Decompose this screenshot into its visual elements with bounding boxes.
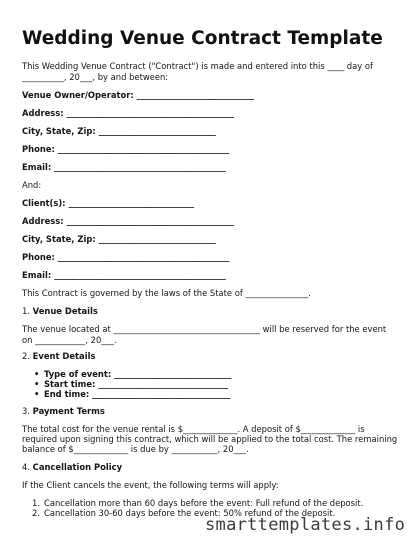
client-city-field: City, State, Zip: ____________________________ [22, 234, 216, 244]
section-4-number: 4. [22, 462, 30, 472]
bullet-icon: • [34, 369, 40, 379]
client-email-field: Email: _________________________________________ [22, 270, 226, 280]
cancellation-item-1-text: Cancellation more than 60 days before the event: Full refund of the deposit. [44, 498, 364, 508]
client-address-field: Address: ________________________________________ [22, 216, 235, 226]
section-1-line-2: on ____________, 20___. [22, 335, 117, 345]
end-time-item [34, 388, 231, 400]
bullet-icon: • [34, 379, 40, 389]
start-time-field: Start time: _______________________________ [44, 379, 229, 389]
end-time-field: End time: _________________________________ [44, 389, 231, 399]
section-3-heading [22, 405, 105, 417]
section-1-heading [22, 305, 98, 317]
section-1-title: Venue Details [32, 306, 98, 316]
section-2-heading [22, 350, 95, 362]
section-1-line-1: The venue located at ___________________________________ will be reserved for the event [22, 324, 387, 334]
section-3-line-1: The total cost for the venue rental is $_____________. A deposit of $_____________ is [22, 424, 365, 434]
client-field: Client(s): ______________________________ [22, 198, 195, 208]
list-number: 1. [32, 498, 40, 508]
owner-field: Venue Owner/Operator: ____________________________ [22, 90, 254, 100]
page-title: Wedding Venue Contract Template [22, 28, 383, 49]
section-3-title: Payment Terms [32, 406, 105, 416]
cancellation-item-2-text: Cancellation 30-60 days before the event: 50% refund of the deposit. [44, 508, 336, 518]
section-2-number: 2. [22, 351, 30, 361]
bullet-icon: • [34, 389, 40, 399]
governing-law-clause: This Contract is governed by the laws of the State of _______________. [22, 288, 311, 298]
section-3-line-3: balance of $_____________ is due by ___________, 20___. [22, 444, 249, 454]
owner-phone-field: Phone: _________________________________________ [22, 144, 230, 154]
section-3-line-2: required upon signing this contract, which will be applied to the total cost. The remaining [22, 434, 398, 444]
section-4-title: Cancellation Policy [32, 462, 123, 472]
list-number: 2. [32, 508, 40, 518]
owner-city-field: City, State, Zip: ____________________________ [22, 126, 216, 136]
and-label: And: [22, 180, 42, 190]
watermark: smarttemplates.info [205, 515, 406, 535]
client-phone-field: Phone: _________________________________________ [22, 252, 230, 262]
section-4-heading [22, 461, 122, 473]
section-3-number: 3. [22, 406, 30, 416]
section-1-number: 1. [22, 306, 30, 316]
intro-line-2: __________, 20___, by and between: [22, 72, 169, 82]
event-type-field: Type of event: ____________________________ [44, 369, 232, 379]
owner-email-field: Email: _________________________________________ [22, 162, 226, 172]
section-2-title: Event Details [32, 351, 96, 361]
owner-address-field: Address: ________________________________________ [22, 108, 235, 118]
section-4-intro: If the Client cancels the event, the following terms will apply: [22, 480, 279, 490]
intro-line-1: This Wedding Venue Contract ("Contract") is made and entered into this ____ day of [22, 61, 373, 71]
